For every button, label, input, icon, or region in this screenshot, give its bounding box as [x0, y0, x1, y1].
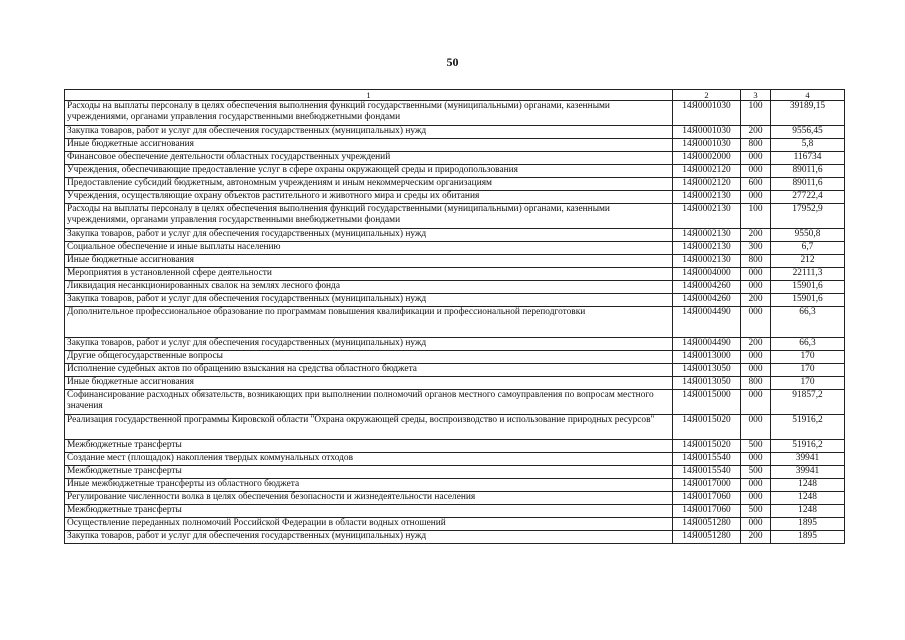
row-name-cell: Создание мест (площадок) накопления твердых коммунальных отходов [65, 453, 673, 466]
table-row [65, 338, 845, 351]
table-row [65, 294, 845, 307]
table-row [65, 152, 845, 165]
row-sum-cell: 39941 [771, 453, 845, 466]
row-type-cell: 000 [741, 453, 771, 466]
row-code-cell: 14Я0002130 [673, 204, 741, 229]
row-code-cell: 14Я0017060 [673, 492, 741, 505]
row-sum-cell: 170 [771, 377, 845, 390]
row-type-cell: 300 [741, 242, 771, 255]
row-sum-cell: 1248 [771, 505, 845, 518]
row-type-cell: 100 [741, 101, 771, 126]
table-row [65, 453, 845, 466]
row-name-cell: Иные бюджетные ассигнования [65, 255, 673, 268]
row-name-cell: Иные межбюджетные трансферты из областного бюджета [65, 479, 673, 492]
row-code-cell: 14Я0004000 [673, 268, 741, 281]
row-sum-cell: 1895 [771, 518, 845, 531]
table-row [65, 479, 845, 492]
row-type-cell: 000 [741, 152, 771, 165]
page-number: 50 [446, 55, 459, 69]
table-row [65, 531, 845, 544]
table-row [65, 281, 845, 294]
row-sum-cell: 39189,15 [771, 101, 845, 126]
row-name-cell: Расходы на выплаты персоналу в целях обеспечения выполнения функций государственными (муниципальными) органами, казенными учреждениями, органами управления государственными внебюджетными фондами [65, 204, 673, 229]
row-code-cell: 14Я0004260 [673, 281, 741, 294]
row-code-cell: 14Я0017060 [673, 505, 741, 518]
table-row [65, 191, 845, 204]
row-code-cell: 14Я0013050 [673, 364, 741, 377]
table-row [65, 126, 845, 139]
row-type-cell: 000 [741, 492, 771, 505]
header-col-3: 3 [741, 90, 771, 101]
row-code-cell: 14Я0004490 [673, 338, 741, 351]
row-code-cell: 14Я0051280 [673, 531, 741, 544]
row-type-cell: 800 [741, 377, 771, 390]
row-name-cell: Мероприятия в установленной сфере деятельности [65, 268, 673, 281]
row-type-cell: 500 [741, 440, 771, 453]
table-row [65, 165, 845, 178]
row-type-cell: 000 [741, 165, 771, 178]
row-code-cell: 14Я0001030 [673, 139, 741, 152]
row-code-cell: 14Я0002130 [673, 242, 741, 255]
budget-table [64, 89, 845, 544]
row-sum-cell: 91857,2 [771, 390, 845, 415]
row-sum-cell: 6,7 [771, 242, 845, 255]
row-sum-cell: 89011,6 [771, 165, 845, 178]
row-name-cell: Учреждения, осуществляющие охрану объектов растительного и животного мира и среды их обитания [65, 191, 673, 204]
row-name-cell: Учреждения, обеспечивающие предоставление услуг в сфере охраны окружающей среды и природопользования [65, 165, 673, 178]
table-row [65, 492, 845, 505]
row-code-cell: 14Я0015540 [673, 466, 741, 479]
row-name-cell: Закупка товаров, работ и услуг для обеспечения государственных (муниципальных) нужд [65, 229, 673, 242]
row-sum-cell: 170 [771, 351, 845, 364]
row-sum-cell: 170 [771, 364, 845, 377]
row-code-cell: 14Я0015020 [673, 440, 741, 453]
row-sum-cell: 1248 [771, 492, 845, 505]
row-code-cell: 14Я0002130 [673, 255, 741, 268]
row-name-cell: Софинансирование расходных обязательств, возникающих при выполнении полномочий органов местного самоуправления по вопросам местного значения [65, 390, 673, 415]
row-sum-cell: 116734 [771, 152, 845, 165]
row-type-cell: 200 [741, 338, 771, 351]
row-type-cell: 500 [741, 466, 771, 479]
row-type-cell: 000 [741, 479, 771, 492]
row-name-cell: Закупка товаров, работ и услуг для обеспечения государственных (муниципальных) нужд [65, 294, 673, 307]
row-sum-cell: 39941 [771, 466, 845, 479]
row-type-cell: 200 [741, 531, 771, 544]
row-code-cell: 14Я0002120 [673, 178, 741, 191]
table-row [65, 255, 845, 268]
row-sum-cell: 1895 [771, 531, 845, 544]
table-row [65, 415, 845, 440]
row-name-cell: Иные бюджетные ассигнования [65, 377, 673, 390]
row-name-cell: Регулирование численности волка в целях обеспечения безопасности и жизнедеятельности населения [65, 492, 673, 505]
table-row [65, 364, 845, 377]
row-type-cell: 000 [741, 191, 771, 204]
row-type-cell: 200 [741, 294, 771, 307]
row-name-cell: Дополнительное профессиональное образование по программам повышения квалификации и профессиональной переподготовки [65, 307, 673, 338]
row-code-cell: 14Я0004260 [673, 294, 741, 307]
row-sum-cell: 15901,6 [771, 294, 845, 307]
row-name-cell: Иные бюджетные ассигнования [65, 139, 673, 152]
row-type-cell: 000 [741, 415, 771, 440]
row-type-cell: 600 [741, 178, 771, 191]
table-row [65, 229, 845, 242]
row-type-cell: 000 [741, 351, 771, 364]
row-type-cell: 000 [741, 364, 771, 377]
row-code-cell: 14Я0017000 [673, 479, 741, 492]
row-type-cell: 000 [741, 268, 771, 281]
row-type-cell: 500 [741, 505, 771, 518]
row-code-cell: 14Я0013000 [673, 351, 741, 364]
table-row [65, 178, 845, 191]
row-name-cell: Другие общегосударственные вопросы [65, 351, 673, 364]
row-code-cell: 14Я0004490 [673, 307, 741, 338]
table-row [65, 440, 845, 453]
row-sum-cell: 9550,8 [771, 229, 845, 242]
header-col-4: 4 [771, 90, 845, 101]
row-name-cell: Ликвидация несанкционированных свалок на землях лесного фонда [65, 281, 673, 294]
row-sum-cell: 66,3 [771, 307, 845, 338]
row-sum-cell: 17952,9 [771, 204, 845, 229]
row-sum-cell: 9556,45 [771, 126, 845, 139]
row-code-cell: 14Я0001030 [673, 126, 741, 139]
row-name-cell: Социальное обеспечение и иные выплаты населению [65, 242, 673, 255]
row-code-cell: 14Я0015020 [673, 415, 741, 440]
table-row [65, 101, 845, 126]
row-name-cell: Межбюджетные трансферты [65, 505, 673, 518]
row-name-cell: Закупка товаров, работ и услуг для обеспечения государственных (муниципальных) нужд [65, 531, 673, 544]
row-code-cell: 14Я0002120 [673, 165, 741, 178]
table-row [65, 505, 845, 518]
row-name-cell: Закупка товаров, работ и услуг для обеспечения государственных (муниципальных) нужд [65, 126, 673, 139]
row-name-cell: Межбюджетные трансферты [65, 440, 673, 453]
table-row [65, 466, 845, 479]
row-sum-cell: 51916,2 [771, 415, 845, 440]
row-sum-cell: 66,3 [771, 338, 845, 351]
row-type-cell: 800 [741, 255, 771, 268]
budget-table-body [65, 90, 845, 544]
row-sum-cell: 1248 [771, 479, 845, 492]
header-col-1: 1 [65, 90, 673, 101]
table-row [65, 204, 845, 229]
table-header-row [65, 90, 845, 101]
table-row [65, 268, 845, 281]
row-type-cell: 000 [741, 307, 771, 338]
row-sum-cell: 5,8 [771, 139, 845, 152]
row-sum-cell: 212 [771, 255, 845, 268]
table-row [65, 307, 845, 338]
row-code-cell: 14Я0013050 [673, 377, 741, 390]
row-type-cell: 800 [741, 139, 771, 152]
row-name-cell: Осуществление переданных полномочий Российской Федерации в области водных отношений [65, 518, 673, 531]
row-sum-cell: 51916,2 [771, 440, 845, 453]
table-row [65, 351, 845, 364]
row-sum-cell: 27722,4 [771, 191, 845, 204]
row-type-cell: 000 [741, 518, 771, 531]
table-row [65, 518, 845, 531]
row-type-cell: 000 [741, 390, 771, 415]
row-code-cell: 14Я0051280 [673, 518, 741, 531]
row-sum-cell: 22111,3 [771, 268, 845, 281]
row-name-cell: Межбюджетные трансферты [65, 466, 673, 479]
row-type-cell: 200 [741, 126, 771, 139]
row-code-cell: 14Я0002130 [673, 191, 741, 204]
row-name-cell: Реализация государственной программы Кировской области "Охрана окружающей среды, воспроизводство и использование природных ресурсов" [65, 415, 673, 440]
row-name-cell: Расходы на выплаты персоналу в целях обеспечения выполнения функций государственными (муниципальными) органами, казенными учреждениями, органами управления государственными внебюджетными фондами [65, 101, 673, 126]
row-code-cell: 14Я0002000 [673, 152, 741, 165]
row-type-cell: 000 [741, 281, 771, 294]
table-row [65, 377, 845, 390]
row-code-cell: 14Я0015000 [673, 390, 741, 415]
row-name-cell: Закупка товаров, работ и услуг для обеспечения государственных (муниципальных) нужд [65, 338, 673, 351]
table-row [65, 139, 845, 152]
row-code-cell: 14Я0002130 [673, 229, 741, 242]
row-type-cell: 100 [741, 204, 771, 229]
row-name-cell: Предоставление субсидий бюджетным, автономным учреждениям и иным некоммерческим организациям [65, 178, 673, 191]
row-code-cell: 14Я0015540 [673, 453, 741, 466]
row-type-cell: 200 [741, 229, 771, 242]
row-sum-cell: 89011,6 [771, 178, 845, 191]
table-row [65, 390, 845, 415]
header-col-2: 2 [673, 90, 741, 101]
table-row [65, 242, 845, 255]
row-sum-cell: 15901,6 [771, 281, 845, 294]
row-name-cell: Финансовое обеспечение деятельности областных государственных учреждений [65, 152, 673, 165]
row-name-cell: Исполнение судебных актов по обращению взыскания на средства областного бюджета [65, 364, 673, 377]
row-code-cell: 14Я0001030 [673, 101, 741, 126]
